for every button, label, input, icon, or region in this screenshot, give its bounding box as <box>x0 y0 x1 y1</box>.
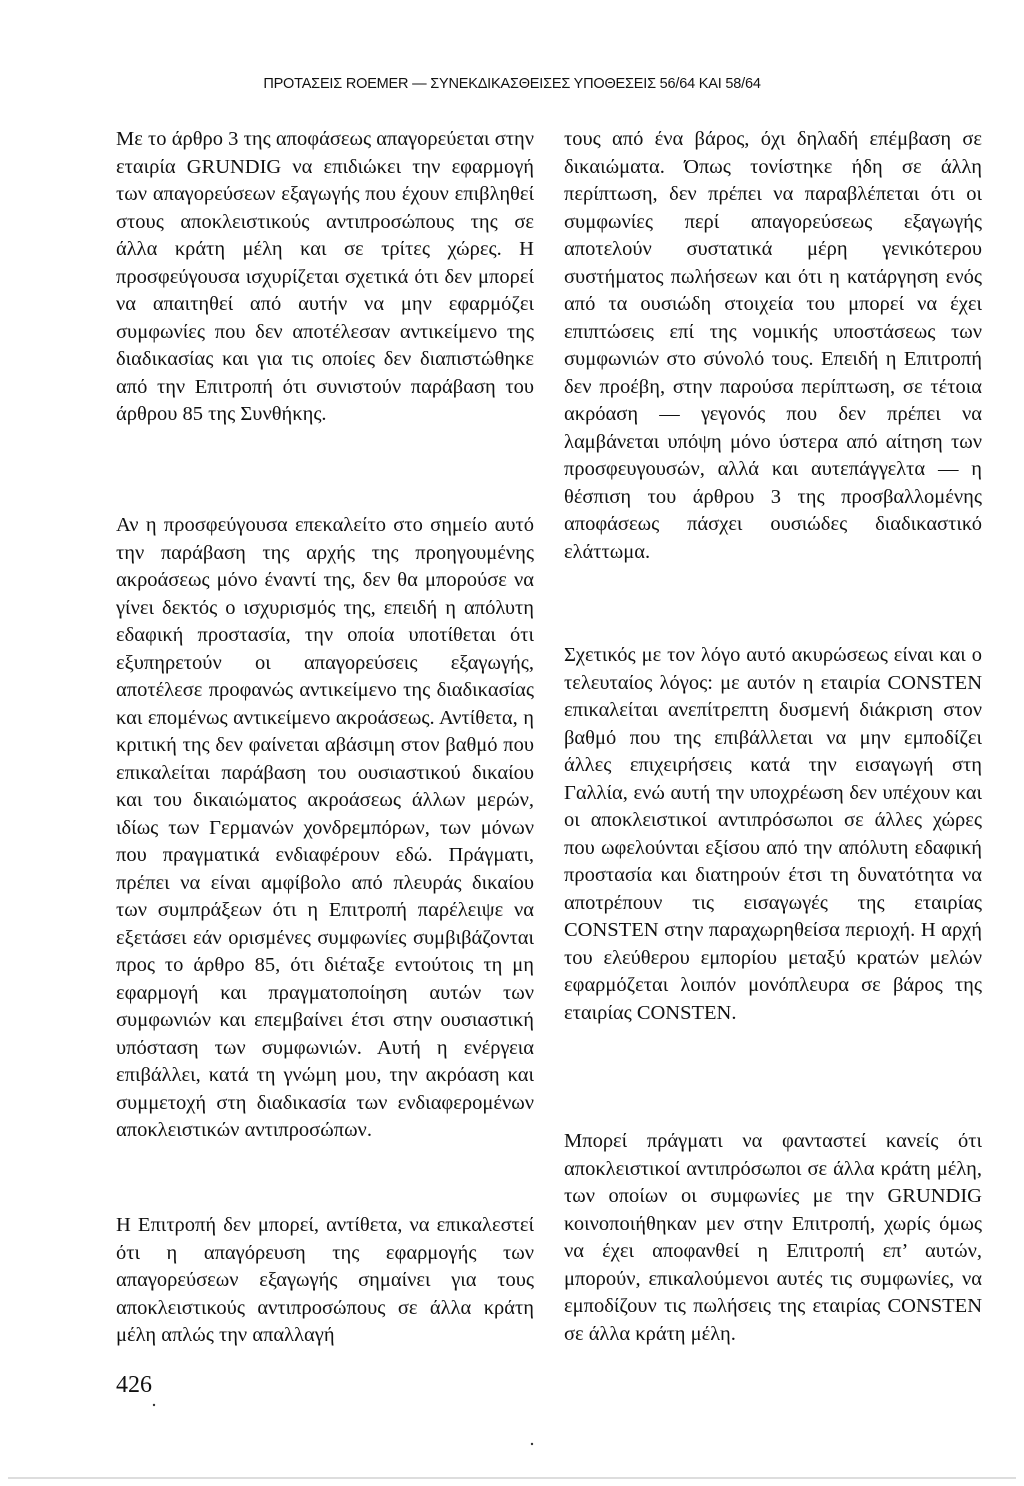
speck <box>531 1443 533 1445</box>
running-head: ΠΡΟΤΑΣΕΙΣ ROEMER — ΣΥΝΕΚΔΙΚΑΣΘΕΙΣΕΣ ΥΠΟΘΕΣΕΙΣ 56/64 ΚΑΙ 58/64 <box>263 76 761 92</box>
right-paragraph-2: Σχετικός με τον λόγο αυτό ακυρώσεως είναι και ο τελευταίος λόγος: με αυτόν η εταιρία CONSTEN επικαλείται ανεπίτρεπτη δυσμενή διάκριση στον βαθμό που της επιβάλλεται να μην εμποδίζει άλλες επιχειρήσεις κατά την εισαγωγή στη Γαλλία, ενώ αυτή την υποχρέωση δεν υπέχουν και οι αποκλειστικοί αντιπρόσωποι σε άλλες χώρες που ωφελούνται εξίσου από την απόλυτη εδαφική προστασία και διατηρούν έτσι τη δυνατότητα να αποτρέπουν τις εισαγωγές της εταιρίας CONSTEN στην παραχωρηθείσα περιοχή. Η αρχή του ελεύθερου εμπορίου μεταξύ κρατών μελών εφαρμόζεται λοιπόν μονόπλευρα σε βάρος της εταιρίας CONSTEN. <box>564 644 982 1024</box>
left-paragraph-2: Αν η προσφεύγουσα επεκαλείτο στο σημείο αυτό την παράβαση της αρχής της προηγουμένης ακροάσεως μόνο έναντί της, δεν θα μπορούσε να γίνει δεκτός ο ισχυρισμός της, επειδή η απόλυτη εδαφική προστασία, την οποία υποτίθεται ότι εξυπηρετούν οι απαγορεύσεις εξαγωγής, αποτέλεσε προφανώς αντικείμενο της διαδικασίας και επομένως αντικείμενο ακροάσεως. Αντίθετα, η κριτική της δεν φαίνεται αβάσιμη στον βαθμό που επικαλείται παράβαση του ουσιαστικού δικαίου και του δικαιώματος ακροάσεως άλλων μερών, ιδίως των Γερμανών χονδρεμπόρων, των μόνων που πραγματικά ενδιαφέρουν εδώ. Πράγματι, πρέπει να είναι αμφίβολο από πλευράς δικαίου των συμπράξεων ότι η Επιτροπή παρέλειψε να εξετάσει εάν ορισμένες συμφωνίες συμβιβάζονται προς το άρθρο 85, ότι διέταξε εντούτοις τη μη εφαρμογή και πραγματοποίηση αυτών των συμφωνιών και επεμβαίνει έτσι στην ουσιαστική υπόσταση των συμφωνιών. Αυτή η ενέργεια επιβάλλει, κατά τη γνώμη μου, την ακρόαση και συμμετοχή στη διαδικασία των ενδιαφερομένων αποκλειστικών αντιπροσώπων. <box>116 514 534 1141</box>
right-paragraph-1: τους από ένα βάρος, όχι δηλαδή επέμβαση σε δικαιώματα. Όπως τονίστηκε ήδη σε άλλη περίπτωση, δεν πρέπει να παραβλέπεται ότι οι συμφωνίες περί απαγορεύσεως εξαγωγής αποτελούν συστατικά μέρη γενικότερου συστήματος πωλήσεων και ότι η κατάργηση ενός από τα ουσιώδη στοιχεία του μπορεί να έχει επιπτώσεις επί της νομικής υποστάσεως των συμφωνιών στο σύνολό τους. Επειδή η Επιτροπή δεν προέβη, στην παρούσα περίπτωση, σε τέτοια ακρόαση — γεγονός που δεν πρέπει να λαμβάνεται υπόψη μόνο ύστερα από αίτηση των προσφευγουσών, αλλά και αυτεπάγγελτα — η θέσπιση του άρθρου 3 της προσβαλλομένης αποφάσεως πάσχει ουσιώδες διαδικαστικό ελάττωμα. <box>564 128 982 563</box>
left-paragraph-3: Η Επιτροπή δεν μπορεί, αντίθετα, να επικαλεστεί ότι η απαγόρευση της εφαρμογής των απαγορεύσεων εξαγωγής σημαίνει για τους αποκλειστικούς αντιπροσώπους σε άλλα κράτη μέλη απλώς την απαλλαγή <box>116 1214 534 1346</box>
right-paragraph-3: Μπορεί πράγματι να φανταστεί κανείς ότι αποκλειστικοί αντιπρόσωποι σε άλλα κράτη μέλη, των οποίων οι συμφωνίες με την GRUNDIG κοινοποιήθηκαν μεν στην Επιτροπή, χωρίς όμως να έχει αποφανθεί η Επιτροπή επ’ αυτών, μπορούν, επικαλούμενοι αυτές τις συμφωνίες, να εμποδίζουν τις πωλήσεις της εταιρίας CONSTEN σε άλλα κράτη μέλη. <box>564 1130 982 1345</box>
page-number: 426 <box>116 1372 152 1398</box>
speck <box>153 1404 155 1406</box>
left-paragraph-1: Με το άρθρο 3 της αποφάσεως απαγορεύεται στην εταιρία GRUNDIG να επιδιώκει την εφαρμογή των απαγορεύσεων εξαγωγής που έχουν επιβληθεί στους αποκλειστικούς αντιπροσώπους της σε άλλα κράτη μέλη και σε τρίτες χώρες. Η προσφεύγουσα ισχυρίζεται σχετικά ότι δεν μπορεί να απαιτηθεί από αυτήν να μην εφαρμόζει συμφωνίες που δεν αποτέλεσαν αντικείμενο της διαδικασίας και για τις οποίες δεν διαπιστώθηκε από την Επιτροπή ότι συνιστούν παράβαση του άρθρου 85 της Συνθήκης. <box>116 128 534 425</box>
